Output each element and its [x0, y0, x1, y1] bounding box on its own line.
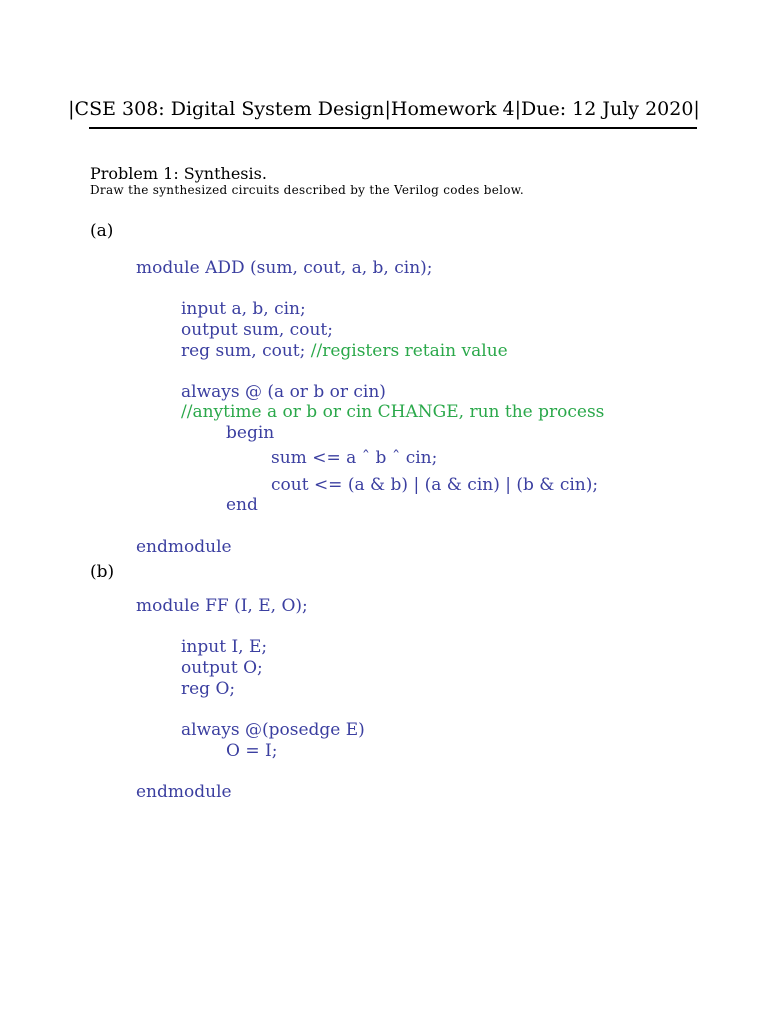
- code-line-reg-b: reg O;: [181, 679, 236, 699]
- code-line-output: output sum, cout;: [181, 320, 333, 340]
- page-header-title: |CSE 308: Digital System Design|Homework 4|Due: 12 July 2020|: [68, 98, 700, 120]
- code-reg-text: reg sum, cout;: [181, 341, 311, 361]
- code-line-module-add: module ADD (sum, cout, a, b, cin);: [136, 258, 433, 278]
- code-line-output-b: output O;: [181, 658, 263, 678]
- code-line-sum: sum <= a ˆ b ˆ cin;: [271, 448, 438, 468]
- header-divider: [89, 127, 697, 129]
- code-line-endmodule-b: endmodule: [136, 782, 232, 802]
- code-line-cout: cout <= (a & b) | (a & cin) | (b & cin);: [271, 475, 599, 495]
- code-line-end: end: [226, 495, 258, 515]
- problem-description: Draw the synthesized circuits described by the Verilog codes below.: [90, 183, 525, 197]
- code-line-always-b: always @(posedge E): [181, 720, 365, 740]
- code-line-endmodule-a: endmodule: [136, 537, 232, 557]
- code-line-always: always @ (a or b or cin): [181, 382, 386, 402]
- code-line-always-comment: //anytime a or b or cin CHANGE, run the process: [181, 402, 605, 422]
- problem-title: Problem 1: Synthesis.: [90, 164, 267, 183]
- code-reg-comment: //registers retain value: [310, 341, 508, 361]
- part-a-label: (a): [90, 221, 114, 241]
- part-b-label: (b): [90, 562, 115, 582]
- code-line-reg: [181, 341, 508, 361]
- code-line-input: input a, b, cin;: [181, 299, 306, 319]
- code-line-input-b: input I, E;: [181, 637, 268, 657]
- code-line-begin: begin: [226, 423, 275, 443]
- code-line-module-ff: module FF (I, E, O);: [136, 596, 308, 616]
- code-line-assign-b: O = I;: [226, 741, 278, 761]
